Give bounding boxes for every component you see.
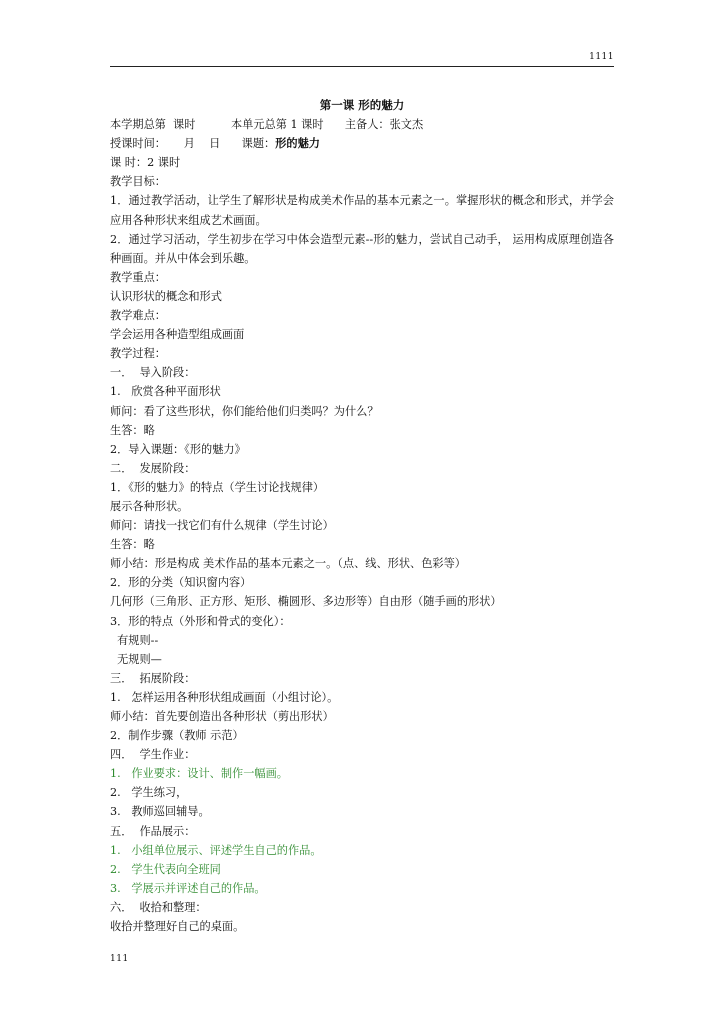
text-line: 二． 发展阶段： — [110, 461, 196, 475]
text-line: 生答：略 — [110, 538, 155, 552]
text-line: 1. 作业要求：设计、制作一幅画。 — [110, 767, 288, 781]
text-line: 无规则— — [110, 652, 162, 666]
text-line: 五． 作品展示： — [110, 824, 196, 838]
text-line: 四． 学生作业： — [110, 748, 196, 762]
footer-page-number: 111 — [110, 954, 129, 964]
header-page-number: 1111 — [589, 52, 614, 62]
text-line: 学会运用各种造型组成画面 — [110, 328, 245, 342]
text-line: 生答：略 — [110, 423, 155, 437]
text-line: 教学过程： — [110, 347, 166, 361]
text-line: 1. 怎样运用各种形状组成画面（小组讨论）。 — [110, 690, 339, 704]
teaching-time-label: 授课时间： 月 日 课题： — [110, 137, 276, 151]
lesson-topic: 形的魅力 — [275, 136, 320, 151]
text-line: 有规则-- — [110, 633, 159, 647]
text-line: 师小结：形是构成 美术作品的基本元素之一。（点、线、形状、色彩等） — [110, 557, 466, 571]
text-line: 3. 学展示并评述自己的作品。 — [110, 881, 266, 895]
text-line: 3. 教师巡回辅导。 — [110, 805, 210, 819]
text-line: 2. 学生练习， — [110, 786, 188, 800]
text-line: 几何形（三角形、正方形、矩形、椭圆形、多边形等）自由形（随手画的形状） — [110, 595, 502, 609]
text-line: 1. 欣赏各种平面形状 — [110, 385, 221, 399]
text-line: 师小结：首先要创造出各种形状（剪出形状） — [110, 710, 334, 723]
text-line: 1．通过教学活动，让学生了解形状是构成美术作品的基本元素之一。掌握形状的概念和形式，并学会应用各种形状来组成艺术画面。 — [110, 194, 614, 227]
text-line: 三． 拓展阶段： — [110, 671, 196, 685]
text-line: 2．导入课题：《形的魅力》 — [110, 442, 246, 456]
text-line: 2．制作步骤（教师 示范） — [110, 729, 244, 743]
class-hours-line: 课 时：2 课时 — [110, 156, 181, 170]
text-line: 教学难点： — [110, 309, 166, 323]
text-line: 六． 收拾和整理： — [110, 900, 207, 914]
lesson-plan-body — [110, 96, 614, 936]
text-line: 2. 学生代表向全班同 — [110, 862, 221, 876]
text-line: 教学重点： — [110, 270, 166, 284]
text-line: 1．《形的魅力》的特点（学生讨论找规律） — [110, 480, 325, 494]
lesson-title: 第一课 形的魅力 — [319, 98, 405, 112]
text-line: 收拾并整理好自己的桌面。 — [110, 920, 245, 934]
lesson-lines — [110, 172, 614, 936]
text-line: 教学目标： — [110, 175, 166, 189]
header-rule — [110, 66, 614, 67]
text-line: 2．形的分类（知识窗内容） — [110, 576, 252, 590]
text-line: 师问：看了这些形状，你们能给他们归类吗？为什么？ — [110, 404, 379, 418]
text-line: 展示各种形状。 — [110, 499, 189, 513]
text-line: 3．形的特点（外形和骨式的变化）： — [110, 614, 291, 628]
text-line: 1. 小组单位展示、评述学生自己的作品。 — [110, 843, 322, 857]
teaching-time-line — [110, 134, 614, 153]
text-line: 师问：请找一找它们有什么规律（学生讨论） — [110, 519, 334, 533]
text-line: 认识形状的概念和形式 — [110, 289, 222, 303]
semester-info-line: 本学期总第 课时 本单元总第 1 课时 主备人：张文杰 — [110, 118, 424, 132]
text-line: 2．通过学习活动，学生初步在学习中体会造型元素--形的魅力，尝试自己动手， 运用构成原理创造各种画面。并从中体会到乐趣。 — [110, 232, 614, 265]
text-line: 一． 导入阶段： — [110, 366, 196, 380]
